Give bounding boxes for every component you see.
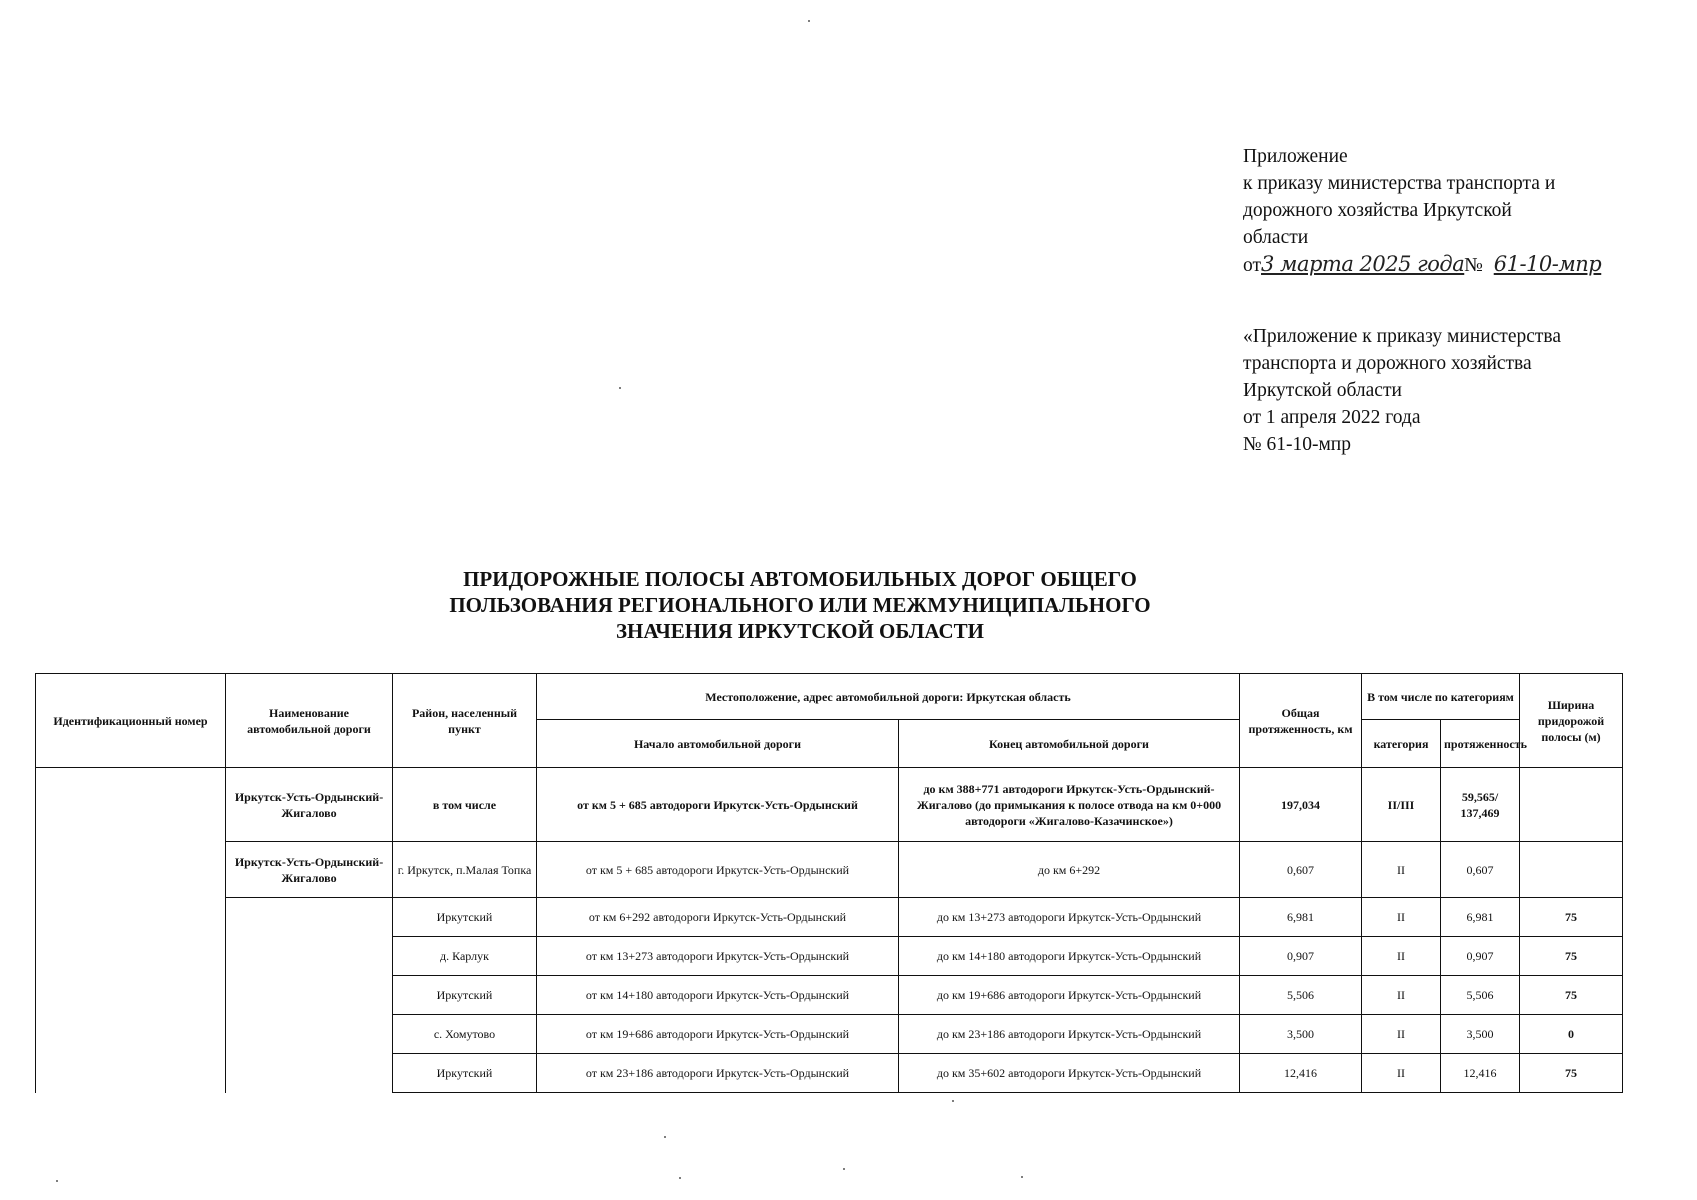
cat-length-cell: 0,607 bbox=[1441, 842, 1520, 898]
length-cell: 197,034 bbox=[1240, 768, 1362, 842]
number-prefix: № bbox=[1464, 255, 1483, 276]
length-cell: 5,506 bbox=[1240, 976, 1362, 1015]
length-cell: 6,981 bbox=[1240, 898, 1362, 937]
roads-table bbox=[35, 673, 1623, 1093]
header-name: Наименование автомобильной дороги bbox=[226, 674, 393, 768]
header-location: Местоположение, адрес автомобильной дороги: Иркутская область bbox=[537, 674, 1240, 720]
length-cell: 12,416 bbox=[1240, 1054, 1362, 1093]
road-name-cell: Иркутск-Усть-Ордынский-Жигалово bbox=[226, 842, 393, 898]
header-district: Район, населенный пункт bbox=[393, 674, 537, 768]
district-cell: Иркутский bbox=[393, 976, 537, 1015]
header-by-category: В том числе по категориям bbox=[1362, 674, 1520, 720]
scan-speck bbox=[56, 1180, 58, 1182]
title-line: ЗНАЧЕНИЯ ИРКУТСКОЙ ОБЛАСТИ bbox=[615, 619, 985, 643]
end-cell: до км 13+273 автодороги Иркутск-Усть-Ордынский bbox=[899, 898, 1240, 937]
scan-speck bbox=[679, 1177, 681, 1179]
scan-speck bbox=[952, 1100, 954, 1102]
start-cell: от км 23+186 автодороги Иркутск-Усть-Ордынский bbox=[537, 1054, 899, 1093]
cat-length-cell: 3,500 bbox=[1441, 1015, 1520, 1054]
end-cell: до км 23+186 автодороги Иркутск-Усть-Ордынский bbox=[899, 1015, 1240, 1054]
scan-speck bbox=[664, 1136, 666, 1138]
scan-speck bbox=[1021, 1176, 1023, 1178]
start-cell: от км 13+273 автодороги Иркутск-Усть-Ордынский bbox=[537, 937, 899, 976]
header-category: категория bbox=[1362, 720, 1441, 768]
start-cell: от км 5 + 685 автодороги Иркутск-Усть-Ордынский bbox=[537, 842, 899, 898]
annex-line: области bbox=[1243, 227, 1309, 248]
width-cell: 75 bbox=[1520, 976, 1623, 1015]
end-cell: до км 388+771 автодороги Иркутск-Усть-Ордынский-Жигалово (до примыкания к полосе отвода на км 0+000 автодороги «Жигалово-Казачинское») bbox=[899, 768, 1240, 842]
district-cell: д. Карлук bbox=[393, 937, 537, 976]
start-cell: от км 5 + 685 автодороги Иркутск-Усть-Ордынский bbox=[537, 768, 899, 842]
annex-prev-line: транспорта и дорожного хозяйства bbox=[1243, 353, 1532, 374]
header-width: Ширина придорожой полосы (м) bbox=[1520, 674, 1623, 768]
table-row bbox=[36, 768, 1623, 842]
category-cell: II bbox=[1362, 1054, 1441, 1093]
annex-prev-line: «Приложение к приказу министерства bbox=[1243, 326, 1562, 347]
cat-length-cell: 5,506 bbox=[1441, 976, 1520, 1015]
start-cell: от км 6+292 автодороги Иркутск-Усть-Ордынский bbox=[537, 898, 899, 937]
start-cell: от км 14+180 автодороги Иркутск-Усть-Ордынский bbox=[537, 976, 899, 1015]
district-cell: Иркутский bbox=[393, 1054, 537, 1093]
id-cell bbox=[36, 768, 226, 1093]
end-cell: до км 35+602 автодороги Иркутск-Усть-Ордынский bbox=[899, 1054, 1240, 1093]
table-row bbox=[36, 842, 1623, 898]
end-cell: до км 14+180 автодороги Иркутск-Усть-Ордынский bbox=[899, 937, 1240, 976]
from-prefix: от bbox=[1243, 255, 1262, 276]
cat-length-cell: 6,981 bbox=[1441, 898, 1520, 937]
category-cell: II bbox=[1362, 898, 1441, 937]
district-cell: в том числе bbox=[393, 768, 537, 842]
district-cell: с. Хомутово bbox=[393, 1015, 537, 1054]
width-cell: 75 bbox=[1520, 1054, 1623, 1093]
length-cell: 0,907 bbox=[1240, 937, 1362, 976]
annex-line: Приложение bbox=[1243, 146, 1348, 167]
cat-length-cell: 12,416 bbox=[1441, 1054, 1520, 1093]
width-cell: 75 bbox=[1520, 898, 1623, 937]
handwritten-number: 61-10-мпр bbox=[1493, 252, 1602, 276]
annex-prev-line: № 61-10-мпр bbox=[1243, 434, 1351, 455]
document-title bbox=[380, 566, 1220, 644]
length-cell: 0,607 bbox=[1240, 842, 1362, 898]
handwritten-date: 3 марта 2025 года bbox=[1261, 252, 1465, 276]
annex-header bbox=[1243, 143, 1663, 279]
title-line: ПРИДОРОЖНЫЕ ПОЛОСЫ АВТОМОБИЛЬНЫХ ДОРОГ ОБЩЕГО bbox=[463, 567, 1137, 591]
width-cell bbox=[1520, 842, 1623, 898]
cat-length-cell: 0,907 bbox=[1441, 937, 1520, 976]
road-name-cell bbox=[226, 898, 393, 1093]
previous-annex-reference bbox=[1243, 323, 1663, 458]
category-cell: II bbox=[1362, 937, 1441, 976]
annex-prev-line: от 1 апреля 2022 года bbox=[1243, 407, 1421, 428]
width-cell: 75 bbox=[1520, 937, 1623, 976]
header-id: Идентификационный номер bbox=[36, 674, 226, 768]
header-end: Конец автомобильной дороги bbox=[899, 720, 1240, 768]
scan-speck bbox=[619, 387, 621, 389]
title-line: ПОЛЬЗОВАНИЯ РЕГИОНАЛЬНОГО ИЛИ МЕЖМУНИЦИПАЛЬНОГО bbox=[449, 593, 1151, 617]
district-cell: г. Иркутск, п.Малая Топка bbox=[393, 842, 537, 898]
start-cell: от км 19+686 автодороги Иркутск-Усть-Ордынский bbox=[537, 1015, 899, 1054]
scan-speck bbox=[843, 1168, 845, 1170]
annex-prev-line: Иркутской области bbox=[1243, 380, 1402, 401]
category-cell: II/III bbox=[1362, 768, 1441, 842]
annex-line: к приказу министерства транспорта и bbox=[1243, 173, 1556, 194]
header-cat-length: протяженность bbox=[1441, 720, 1520, 768]
width-cell: 0 bbox=[1520, 1015, 1623, 1054]
category-cell: II bbox=[1362, 1015, 1441, 1054]
table-row bbox=[36, 898, 1623, 937]
end-cell: до км 6+292 bbox=[899, 842, 1240, 898]
width-cell bbox=[1520, 768, 1623, 842]
scan-speck bbox=[808, 20, 810, 22]
district-cell: Иркутский bbox=[393, 898, 537, 937]
cat-length-cell: 59,565/ 137,469 bbox=[1441, 768, 1520, 842]
category-cell: II bbox=[1362, 842, 1441, 898]
road-name-cell: Иркутск-Усть-Ордынский-Жигалово bbox=[226, 768, 393, 842]
annex-date-line bbox=[1243, 251, 1663, 279]
annex-line: дорожного хозяйства Иркутской bbox=[1243, 200, 1512, 221]
end-cell: до км 19+686 автодороги Иркутск-Усть-Ордынский bbox=[899, 976, 1240, 1015]
category-cell: II bbox=[1362, 976, 1441, 1015]
header-start: Начало автомобильной дороги bbox=[537, 720, 899, 768]
length-cell: 3,500 bbox=[1240, 1015, 1362, 1054]
header-length: Общая протяженность, км bbox=[1240, 674, 1362, 768]
